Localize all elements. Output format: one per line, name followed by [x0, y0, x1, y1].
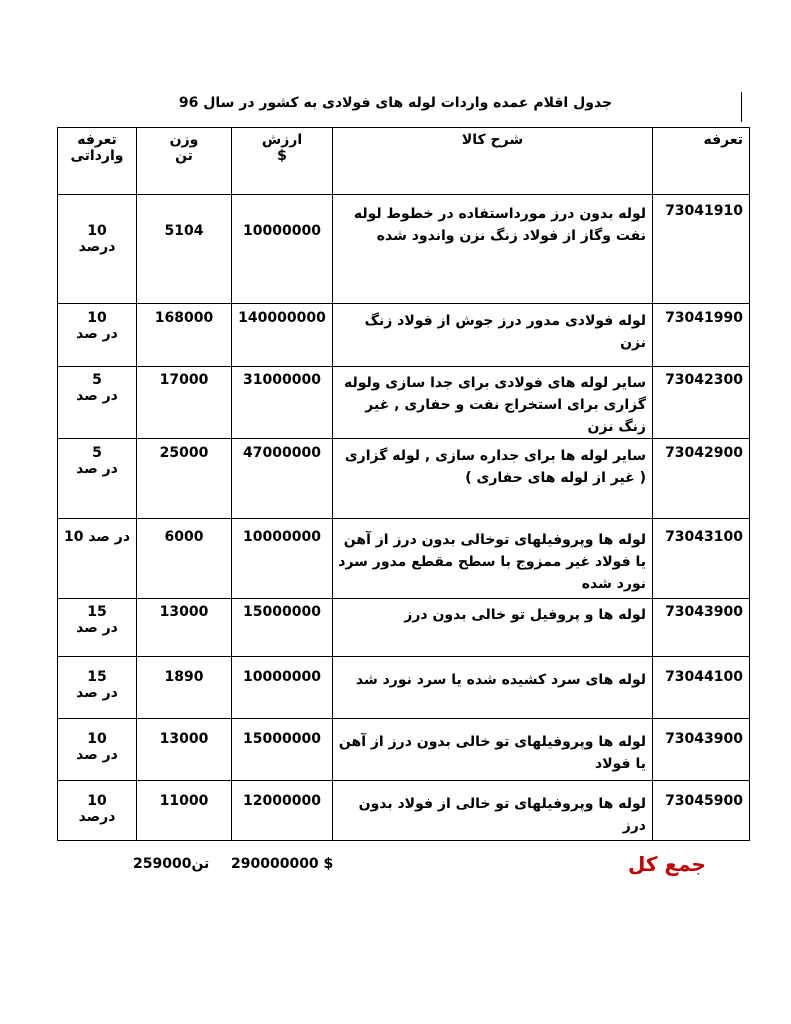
cell-import-tariff [58, 719, 137, 781]
cell-value: 10000000 [232, 195, 333, 304]
cell-value: 10000000 [232, 657, 333, 719]
cell-weight: 168000 [137, 304, 232, 367]
import-tariff-value: 15 [87, 604, 107, 620]
cell-value: 15000000 [232, 599, 333, 657]
cell-description: سایر لوله های فولادی برای جدا سازی ولوله گزاری برای استخراج نفت و حفاری , غیر زنگ نزن [333, 367, 653, 439]
import-tariff-unit: در صد [76, 685, 118, 701]
table-row [58, 599, 750, 657]
cell-weight: 6000 [137, 519, 232, 599]
document-title: جدول اقلام عمده واردات لوله های فولادی به کشور در سال 96 [178, 95, 613, 111]
cell-import-tariff [58, 781, 137, 841]
cell-import-tariff [58, 304, 137, 367]
cell-tariff: 73043900 [653, 599, 750, 657]
cell-tariff: 73042900 [653, 439, 750, 519]
cell-description: لوله ها وپروفیلهای تو خالی بدون درز از آهن یا فولاد [333, 719, 653, 781]
total-value: 290000000 $ [231, 856, 334, 872]
cell-weight: 25000 [137, 439, 232, 519]
grand-total-label: جمع کل [628, 852, 706, 876]
cell-tariff: 73043900 [653, 719, 750, 781]
import-tariff-unit: در صد [76, 388, 118, 404]
header-tariff-text: تعرفه [703, 132, 743, 148]
cell-import-tariff [58, 195, 137, 304]
import-tariff-value: 5 [92, 372, 102, 388]
import-tariff-value: 10 در صد [63, 529, 131, 545]
import-tariff-unit: درصد [78, 809, 116, 825]
cell-description: لوله بدون درز مورداستفاده در خطوط لوله نفت وگاز از فولاد زنگ نزن واندود شده [333, 195, 653, 304]
total-weight: 259000تن [133, 856, 210, 872]
cell-weight: 13000 [137, 599, 232, 657]
cell-import-tariff [58, 367, 137, 439]
import-tariff-unit: در صد [76, 747, 118, 763]
cell-weight: 11000 [137, 781, 232, 841]
import-tariff-value: 10 [87, 310, 107, 326]
import-tariff-value: 5 [92, 445, 102, 461]
cell-tariff: 73041990 [653, 304, 750, 367]
import-tariff-value: 10 [87, 223, 107, 239]
cell-value: 15000000 [232, 719, 333, 781]
table-row [58, 439, 750, 519]
table-row [58, 519, 750, 599]
cell-import-tariff [58, 439, 137, 519]
import-tariff-unit: در صد [76, 620, 118, 636]
import-table [57, 127, 750, 841]
table-row [58, 304, 750, 367]
cell-value: 140000000 [232, 304, 333, 367]
header-description [333, 128, 653, 195]
cell-tariff: 73044100 [653, 657, 750, 719]
cell-tariff: 73042300 [653, 367, 750, 439]
cell-import-tariff [58, 599, 137, 657]
cell-value: 10000000 [232, 519, 333, 599]
import-tariff-unit: درصد [78, 239, 116, 255]
header-value [232, 128, 333, 195]
header-import-tariff-line1: تعرفه [77, 132, 117, 148]
import-tariff-value: 15 [87, 669, 107, 685]
table-row [58, 195, 750, 304]
cell-tariff: 73045900 [653, 781, 750, 841]
cell-description: لوله ها وپروفیلهای توخالی بدون درز از آهن یا فولاد غیر ممزوج با سطح مقطع مدور سرد نورد شده [333, 519, 653, 599]
table-header-row [58, 128, 750, 195]
table-row [58, 781, 750, 841]
cell-weight: 1890 [137, 657, 232, 719]
header-weight [137, 128, 232, 195]
cell-weight: 17000 [137, 367, 232, 439]
import-tariff-unit: در صد [76, 461, 118, 477]
cell-weight: 5104 [137, 195, 232, 304]
cell-weight: 13000 [137, 719, 232, 781]
cell-import-tariff [58, 657, 137, 719]
cell-description: سایر لوله ها برای جداره سازی , لوله گزاری ( غیر از لوله های حفاری ) [333, 439, 653, 519]
header-tariff [653, 128, 750, 195]
table-row [58, 719, 750, 781]
cell-value: 31000000 [232, 367, 333, 439]
header-weight-line2: تن [175, 148, 193, 164]
margin-line [741, 92, 742, 122]
cell-description: لوله ها و پروفیل تو خالی بدون درز [333, 599, 653, 657]
header-value-line2: $ [277, 148, 287, 164]
table-row [58, 657, 750, 719]
cell-tariff: 73041910 [653, 195, 750, 304]
header-import-tariff-line2: وارداتی [70, 148, 124, 164]
cell-import-tariff [58, 519, 137, 599]
header-import-tariff [58, 128, 137, 195]
cell-value: 47000000 [232, 439, 333, 519]
cell-description: لوله ها وپروفیلهای تو خالی از فولاد بدون درز [333, 781, 653, 841]
cell-tariff: 73043100 [653, 519, 750, 599]
header-description-text: شرح کالا [461, 132, 524, 148]
import-tariff-value: 10 [87, 793, 107, 809]
cell-value: 12000000 [232, 781, 333, 841]
table-row [58, 367, 750, 439]
cell-description: لوله های سرد کشیده شده یا سرد نورد شد [333, 657, 653, 719]
cell-description: لوله فولادی مدور درز جوش از فولاد زنگ نزن [333, 304, 653, 367]
header-value-line1: ارزش [261, 132, 303, 148]
import-tariff-value: 10 [87, 731, 107, 747]
import-tariff-unit: در صد [76, 326, 118, 342]
header-weight-line1: وزن [169, 132, 199, 148]
